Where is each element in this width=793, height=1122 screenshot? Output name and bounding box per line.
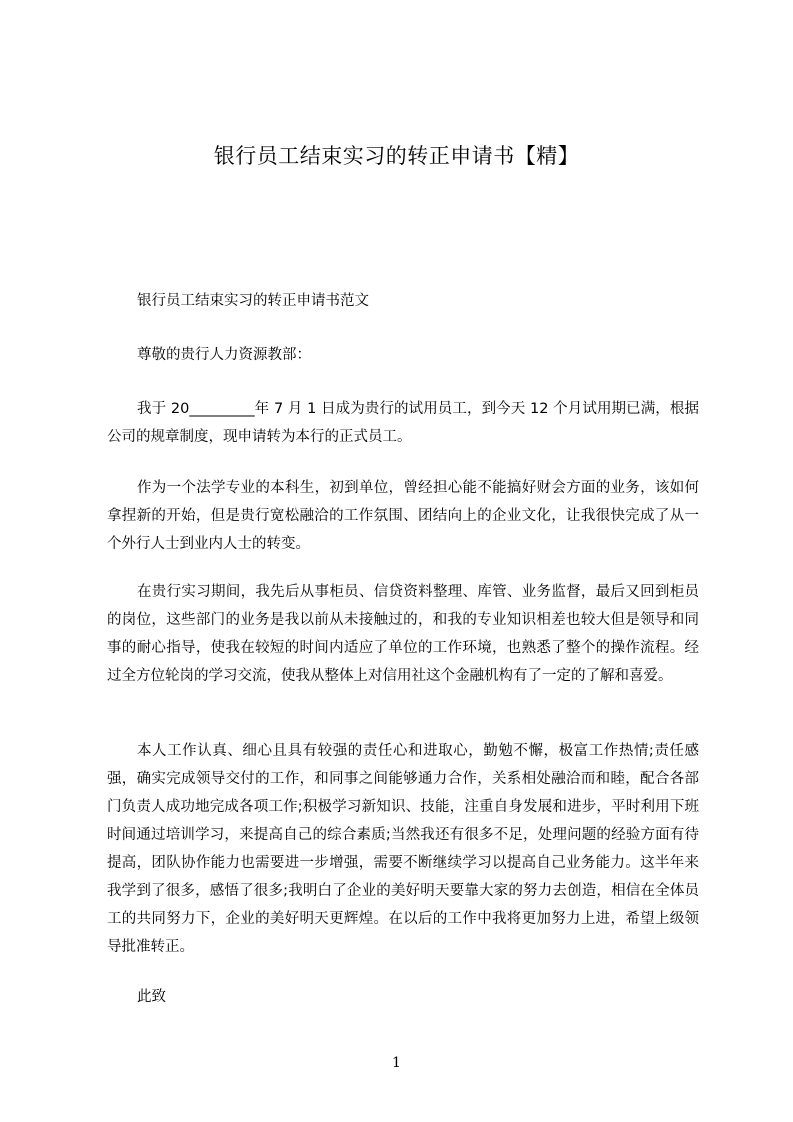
paragraph-background: 作为一个法学专业的本科生，初到单位，曾经担心能不能搞好财会方面的业务，该如何拿捏新的开始，但是贵行宽松融洽的工作氛围、团结向上的企业文化，让我很快完成了从一个外行人士到业内人士的转变。 (107, 480, 699, 552)
document-subtitle: 银行员工结束实习的转正申请书范文 (137, 293, 369, 309)
page-number: 1 (392, 1055, 401, 1071)
salutation: 尊敬的贵行人力资源教部： (137, 347, 311, 363)
closing-salutation: 此致 (137, 989, 166, 1005)
paragraph-internship: 在贵行实习期间，我先后从事柜员、信贷资料整理、库管、业务监督，最后又回到柜员的岗位，这些部门的业务是我以前从未接触过的，和我的专业知识相差也较大但是领导和同事的耐心指导，使我在较短的时间内适应了单位的工作环境，也熟悉了整个的操作流程。经过全方位轮岗的学习交流，使我从整体上对信用社这个金融机构有了一定的了解和喜爱。 (107, 584, 699, 684)
paragraph-application: 我于 20_________年 7 月 1 日成为贵行的试用员工，到今天 12 个月试用期已满，根据公司的规章制度，现申请转为本行的正式员工。 (107, 401, 699, 445)
document-title: 银行员工结束实习的转正申请书【精】 (213, 144, 580, 168)
paragraph-self-evaluation: 本人工作认真、细心且具有较强的责任心和进取心，勤勉不懈，极富工作热情;责任感强，确实完成领导交付的工作，和同事之间能够通力合作，关系相处融洽而和睦，配合各部门负责人成功地完成各项工作;积极学习新知识、技能，注重自身发展和进步，平时利用下班时间通过培训学习，来提高自己的综合素质;当然我还有很多不足，处理问题的经验方面有待提高，团队协作能力也需要进一步增强，需要不断继续学习以提高自己业务能力。这半年来我学到了很多，感悟了很多;我明白了企业的美好明天要靠大家的努力去创造，相信在全体员工的共同努力下，企业的美好明天更辉煌。在以后的工作中我将更加努力上进，希望上级领导批准转正。 (107, 743, 699, 955)
